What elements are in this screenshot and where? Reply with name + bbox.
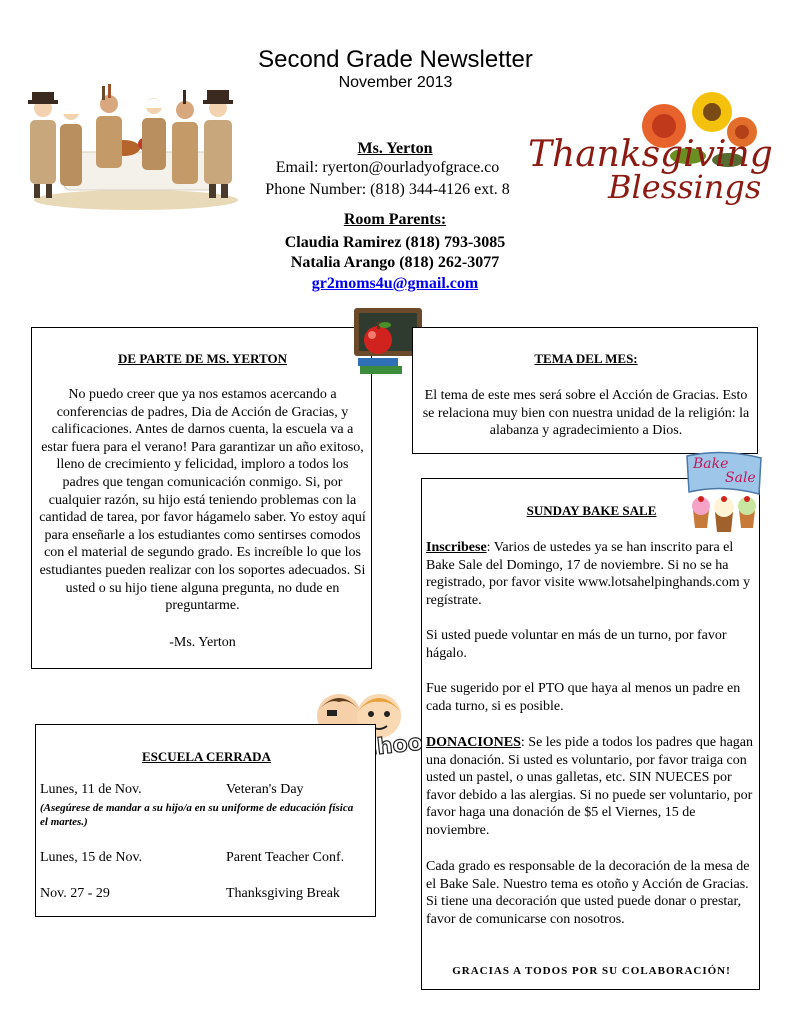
escuela-cerrada-box — [35, 724, 376, 917]
inscribese-paragraph — [426, 539, 758, 609]
closing-row-veterans — [40, 782, 304, 798]
closing-row-conferences — [40, 850, 344, 866]
closing-event: Thanksgiving Break — [226, 886, 340, 901]
closing-event: Veteran's Day — [226, 782, 304, 797]
uniform-note: (Asegúrese de mandar a su hijo/a en su uniforme de educación física el martes.) — [40, 802, 354, 828]
decoration-paragraph: Cada grado es responsable de la decoración de la mesa de el Bake Sale. Nuestro tema es otoño y Acción de Gracias. Si tiene una decoración que usted puede donar o prestar, favor de comunicarse con nosotros. — [426, 859, 750, 927]
yerton-box-heading: DE PARTE DE MS. YERTON — [118, 351, 287, 366]
room-parent-1: Claudia Ramirez (818) 793-3085 — [284, 234, 506, 251]
donaciones-label: DONACIONES — [426, 735, 521, 750]
inscribese-text: : Varios de ustedes ya se han inscrito para el Bake Sale del Domingo, 17 de noviembre. Si no se ha registrado, por favor visite www.lotsahelpinghands.com y regístrate. — [426, 540, 751, 608]
tema-del-mes-box — [412, 327, 758, 454]
room-parents-title: Room Parents: — [343, 211, 447, 228]
yerton-message-body: No puedo creer que ya nos estamos acercando a conferencias de padres, Dia de Acción de Gracias, y calificaciones. Antes de darnos cuenta, la escuela va a estar fuera para el verano! Para garantizar un año exitoso, lleno de crecimiento y felicidad, imploro a todos los padres que tengan comunicación conmigo. Si, por cualquier razón, su hijo está teniendo problemas con la cantidad de tarea, por favor hágamelo saber. Yo estoy aquí para enseñarle a los estudiantes como sentirses comodos con el material de segundo grado. Es increíble lo que los estudiantes pueden realizar con los soportes adecuados. Si usted o su hijo tiene alguna pregunta, no dude en preguntarme. — [39, 387, 366, 614]
sale-sign-word: Sale — [725, 470, 756, 486]
yerton-signature: -Ms. Yerton — [169, 635, 236, 650]
thanksgiving-text: Thanksgiving — [528, 134, 773, 175]
donaciones-paragraph — [426, 734, 758, 840]
newsletter-date: November 2013 — [338, 74, 453, 91]
thanksgiving-blessings-graphic — [528, 86, 773, 210]
tema-heading: TEMA DEL MES: — [534, 351, 638, 366]
closing-row-thanksgiving — [40, 886, 340, 902]
no-school-text: School — [346, 729, 432, 764]
thanks-line: GRACIAS A TODOS POR SU COLABORACIÓN! — [452, 965, 731, 977]
donaciones-text: : Se les pide a todos los padres que hagan una donación. Si usted es voluntario, por favor traiga con usted un pastel, o unas galletas, etc. SIN NUECES por favor debido a las alergias. Si no puede ser voluntario, por favor haga una donación de $5 el Viernes, 15 de noviembre. — [426, 735, 754, 838]
bake-sale-heading: SUNDAY BAKE SALE — [526, 503, 657, 518]
bake-sale-sign-graphic — [683, 450, 765, 536]
yerton-message-box — [31, 327, 372, 669]
room-parents-email-link[interactable]: gr2moms4u@gmail.com — [311, 275, 479, 292]
newsletter-title: Second Grade Newsletter — [258, 46, 533, 73]
teacher-name: Ms. Yerton — [357, 140, 433, 157]
room-parent-2: Natalia Arango (818) 262-3077 — [290, 254, 500, 271]
closing-event: Parent Teacher Conf. — [226, 850, 345, 865]
bake-sale-box — [421, 478, 760, 990]
tema-body: El tema de este mes será sobre el Acción de Gracias. Esto se relaciona muy bien con nuestra unidad de la religión: la alabanza y agradecimiento a Dios. — [422, 388, 750, 439]
pilgrims-illustration — [24, 78, 252, 214]
teacher-email: Email: ryerton@ourladyofgrace.co — [275, 159, 500, 176]
blessings-text: Blessings — [608, 168, 762, 206]
closing-date: Lunes, 11 de Nov. — [40, 782, 142, 797]
inscribese-label: Inscribese — [426, 540, 487, 555]
closing-date: Lunes, 15 de Nov. — [40, 850, 143, 865]
pto-paragraph: Fue sugerido por el PTO que haya al menos un padre en cada turno, si es posible. — [426, 681, 741, 714]
bake-sign-word: Bake — [693, 456, 729, 472]
escuela-heading: ESCUELA CERRADA — [142, 749, 271, 764]
teacher-phone: Phone Number: (818) 344-4126 ext. 8 — [265, 181, 510, 198]
closing-date: Nov. 27 - 29 — [40, 886, 110, 901]
volunteer-paragraph: Si usted puede voluntar en más de un turno, por favor hágalo. — [426, 628, 727, 661]
